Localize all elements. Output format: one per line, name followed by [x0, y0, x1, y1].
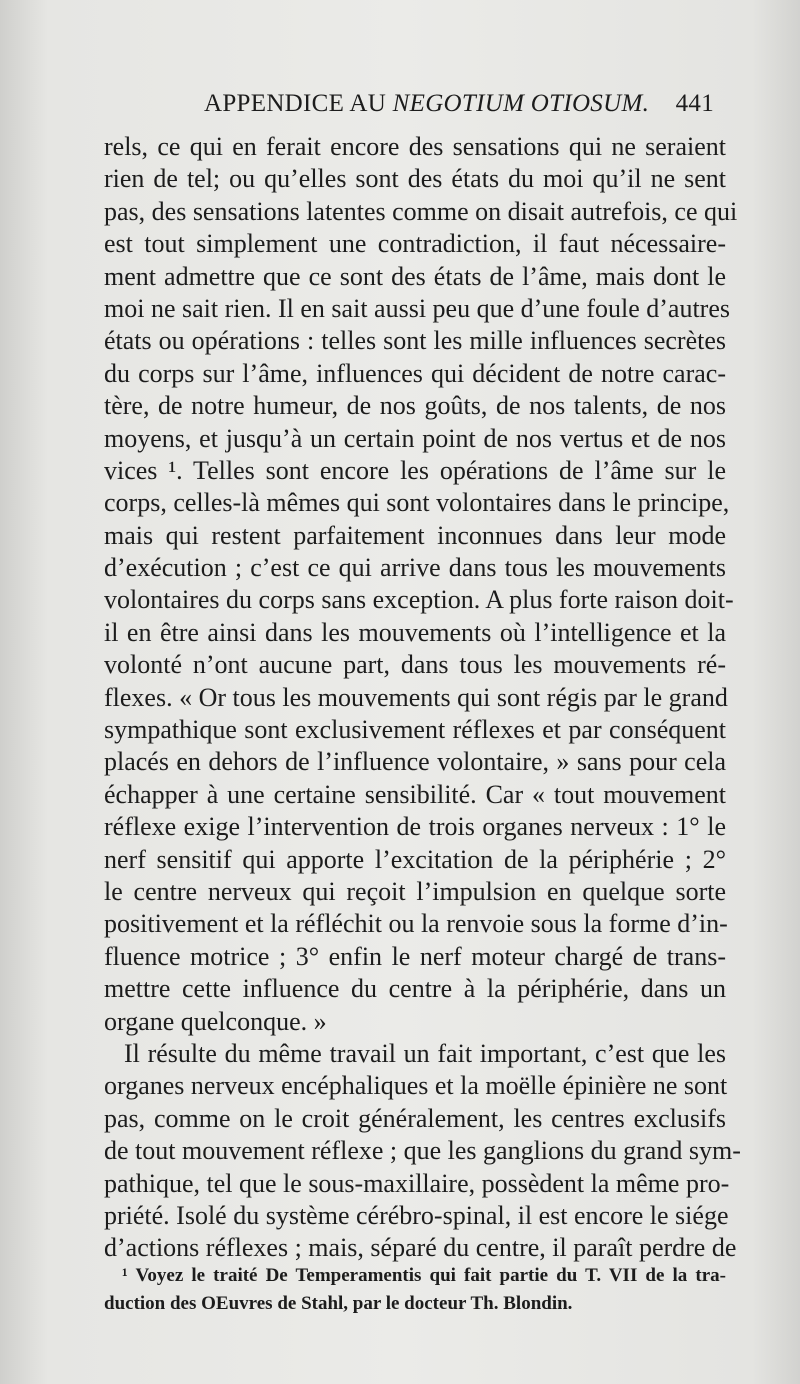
- text-line: est tout simplement une contradiction, il faut nécessaire-: [104, 229, 726, 259]
- text-line: tère, de notre humeur, de nos goûts, de nos talents, de nos: [104, 391, 726, 421]
- text-line: sympathique sont exclusivement réflexes et par conséquent: [104, 715, 726, 745]
- text-line: d’actions réflexes ; mais, séparé du centre, il paraît perdre de: [104, 1233, 737, 1263]
- text-line: d’exécution ; c’est ce qui arrive dans tous les mouvements: [104, 553, 726, 583]
- text-line: organes nerveux encéphaliques et la moëlle épinière ne sont: [104, 1071, 728, 1101]
- text-line: nerf sensitif qui apporte l’excitation de la périphérie ; 2°: [104, 844, 726, 874]
- text-line: ment admettre que ce sont des états de l’âme, mais dont le: [104, 261, 726, 291]
- page-number: 441: [675, 90, 714, 117]
- text-line: pas, des sensations latentes comme on disait autrefois, ce qui: [104, 196, 738, 226]
- text-line: rien de tel; ou qu’elles sont des états du moi qu’il ne sent: [104, 164, 726, 194]
- text-line: réflexe exige l’intervention de trois organes nerveux : 1° le: [104, 812, 726, 842]
- text-line: fluence motrice ; 3° enfin le nerf moteur chargé de trans-: [104, 941, 726, 971]
- text-line: états ou opérations : telles sont les mille influences secrètes: [104, 326, 726, 356]
- text-line: mais qui restent parfaitement inconnues dans leur mode: [104, 520, 726, 550]
- text-line: vices ¹. Telles sont encore les opérations de l’âme sur le: [104, 455, 726, 485]
- page-header: [104, 90, 714, 126]
- text-line: moyens, et jusqu’à un certain point de nos vertus et de nos: [104, 423, 726, 453]
- text-line: positivement et la réfléchit ou la renvoie sous la forme d’in-: [104, 909, 728, 939]
- running-head-prefix: APPENDICE AU: [204, 90, 393, 117]
- running-head-title: NEGOTIUM OTIOSUM.: [392, 90, 650, 117]
- footnote-line: duction des OEuvres de Stahl, par le docteur Th. Blondin.: [104, 1293, 573, 1314]
- footnote-line: ¹ Voyez le traité De Temperamentis qui fait partie du T. VII de la tra-: [122, 1265, 726, 1286]
- text-line: le centre nerveux qui reçoit l’impulsion en quelque sorte: [104, 876, 726, 906]
- text-line: corps, celles-là mêmes qui sont volontaires dans le principe,: [104, 488, 730, 518]
- text-line: moi ne sait rien. Il en sait aussi peu que d’une foule d’autres: [104, 293, 730, 323]
- body-text: [104, 131, 741, 1265]
- text-line: rels, ce qui en ferait encore des sensations qui ne seraient: [104, 132, 726, 161]
- text-line: volontaires du corps sans exception. A plus forte raison doit-: [104, 585, 734, 615]
- text-line-paragraph-end: organe quelconque. »: [104, 1006, 327, 1036]
- running-head: [204, 90, 649, 118]
- text-line: pathique, tel que le sous-maxillaire, possèdent la même pro-: [104, 1168, 730, 1198]
- text-line: placés en dehors de l’influence volontaire, » sans pour cela: [104, 747, 726, 777]
- text-line: échapper à une certaine sensibilité. Car « tout mouvement: [104, 779, 726, 809]
- text-line: pas, comme on le croit généralement, les centres exclusifs: [104, 1103, 726, 1133]
- text-line-paragraph-start: Il résulte du même travail un fait important, c’est que les: [124, 1038, 726, 1068]
- text-line: il en être ainsi dans les mouvements où l’intelligence et la: [104, 617, 726, 647]
- text-line: priété. Isolé du système cérébro-spinal, il est encore le siége: [104, 1200, 729, 1230]
- text-line: mettre cette influence du centre à la périphérie, dans un: [104, 974, 726, 1004]
- text-line: flexes. « Or tous les mouvements qui sont régis par le grand: [104, 682, 728, 712]
- text-line: volonté n’ont aucune part, dans tous les mouvements ré-: [104, 650, 726, 680]
- footnote: [104, 1262, 726, 1318]
- text-line: du corps sur l’âme, influences qui décident de notre carac-: [104, 358, 726, 388]
- text-line: de tout mouvement réflexe ; que les ganglions du grand sym-: [104, 1136, 741, 1166]
